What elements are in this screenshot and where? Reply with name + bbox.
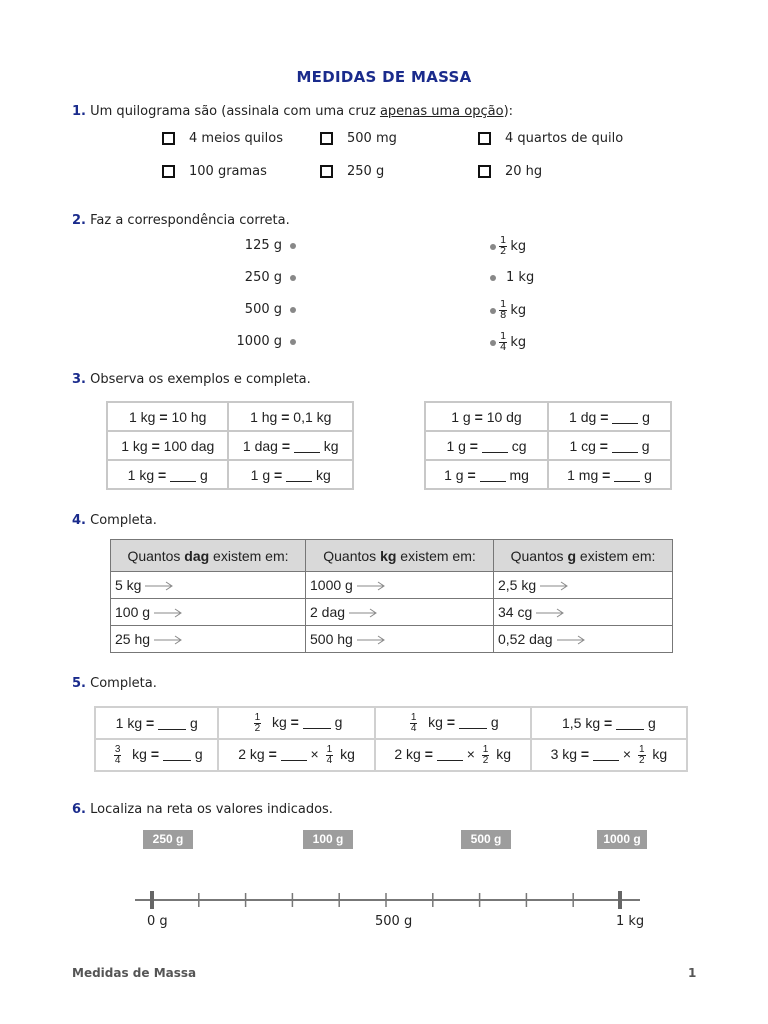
match-left-3: 500 g [222,302,296,317]
question-number: 4. [72,513,86,528]
conversion-table-right [424,401,672,490]
option-500-mg[interactable]: 500 mg [320,131,397,146]
value-box-500g[interactable]: 500 g [461,830,511,849]
question-text: Completa. [90,513,157,528]
question-text: Localiza na reta os valores indicados. [90,802,333,817]
value-box-1000g[interactable]: 1000 g [597,830,647,849]
question-text: Faz a correspondência correta. [90,213,290,228]
arrow-right-icon [540,581,568,591]
conversion-cell[interactable]: 1 g = cg [425,431,548,460]
answer-cell[interactable]: 5 kg [111,572,306,599]
match-right-1: $\frac{1}{2}$ kg [490,236,526,257]
answer-cell[interactable]: 2,5 kg [494,572,673,599]
match-dot[interactable] [490,275,496,281]
arrow-right-icon [357,635,385,645]
table-row [111,599,673,626]
match-left-4: 1000 g [222,334,296,349]
checkbox[interactable] [478,132,491,145]
answer-cell[interactable]: 25 hg [111,626,306,653]
match-left-1: 125 g [222,238,296,253]
conversion-cell[interactable]: 2 kg = × $\frac{1}{2}$ kg [375,739,531,771]
match-left-2: 250 g [222,270,296,285]
question-text: Observa os exemplos e completa. [90,372,311,387]
checkbox[interactable] [478,165,491,178]
footer-title: Medidas de Massa [72,966,197,980]
match-dot[interactable] [490,340,496,346]
checkbox[interactable] [320,165,333,178]
option-20-hg[interactable]: 20 hg [478,164,542,179]
table-row [111,626,673,653]
value-box-100g[interactable]: 100 g [303,830,353,849]
question-4 [72,513,157,528]
match-right-4: $\frac{1}{4}$ kg [490,332,526,353]
conversion-cell[interactable]: 1,5 kg = g [531,707,687,739]
conversion-cell[interactable]: 1 g = kg [228,460,353,489]
question-number: 3. [72,372,86,387]
question-number: 6. [72,802,86,817]
table-row [107,402,353,431]
answer-cell[interactable]: 500 hg [306,626,494,653]
column-header: Quantos g existem em: [494,540,673,572]
question-2 [72,213,290,228]
number-line [130,885,650,915]
conversion-cell[interactable]: 1 cg = g [548,431,671,460]
conversion-cell[interactable]: 1 g = mg [425,460,548,489]
conversion-table-left [106,401,354,490]
match-right-2: 1 kg [490,270,534,285]
option-4-meios-quilos[interactable]: 4 meios quilos [162,131,283,146]
page-title: MEDIDAS DE MASSA [296,68,472,86]
question-number: 2. [72,213,86,228]
fraction: $\frac{1}{2}$ [482,743,489,766]
conversion-cell[interactable]: 1 mg = g [548,460,671,489]
arrow-right-icon [557,635,585,645]
arrow-right-icon [145,581,173,591]
conversion-cell[interactable]: $\frac{3}{4}$ kg = g [95,739,218,771]
table-row [111,572,673,599]
question-3 [72,372,311,387]
question-text: Completa. [90,676,157,691]
match-dot[interactable] [290,307,296,313]
match-dot[interactable] [290,275,296,281]
arrow-right-icon [154,608,182,618]
conversion-cell: 1 kg = 10 hg [107,402,228,431]
option-100-gramas[interactable]: 100 gramas [162,164,267,179]
option-250-g[interactable]: 250 g [320,164,384,179]
question-text: Um quilograma são (assinala com uma cruz apenas uma opção): [90,104,514,119]
table-row [95,739,687,771]
answer-cell[interactable]: 0,52 dag [494,626,673,653]
option-4-quartos[interactable]: 4 quartos de quilo [478,131,623,146]
page-number: 1 [688,966,697,980]
match-dot[interactable] [290,243,296,249]
conversion-cell[interactable]: $\frac{1}{2}$ kg = g [218,707,374,739]
question-1 [72,104,513,119]
fraction: $\frac{1}{4}$ [410,711,417,734]
conversion-cell[interactable]: 1 kg = g [95,707,218,739]
checkbox[interactable] [162,165,175,178]
conversion-cell[interactable]: 1 dag = kg [228,431,353,460]
question-5 [72,676,157,691]
table-row [425,460,671,489]
answer-cell[interactable]: 2 dag [306,599,494,626]
column-header: Quantos dag existem em: [111,540,306,572]
conversion-cell[interactable]: 3 kg = × $\frac{1}{2}$ kg [531,739,687,771]
match-dot[interactable] [290,339,296,345]
column-header: Quantos kg existem em: [306,540,494,572]
value-box-250g[interactable]: 250 g [143,830,193,849]
answer-cell[interactable]: 34 cg [494,599,673,626]
checkbox[interactable] [320,132,333,145]
number-line-label-start: 0 g [147,914,168,929]
question-6 [72,802,333,817]
match-dot[interactable] [490,308,496,314]
fraction: $\frac{1}{2}$ [254,711,261,734]
conversion-cell: 1 hg = 0,1 kg [228,402,353,431]
question-number: 1. [72,104,86,119]
arrow-right-icon [357,581,385,591]
table-row [425,431,671,460]
conversion-cell: 1 kg = 100 dag [107,431,228,460]
conversion-cell[interactable]: 1 kg = g [107,460,228,489]
arrow-right-icon [536,608,564,618]
fraction: $\frac{3}{4}$ [114,743,121,766]
table-row [107,460,353,489]
fraction: $\frac{1}{4}$ [326,743,333,766]
conversion-cell: 1 g = 10 dg [425,402,548,431]
arrow-right-icon [154,635,182,645]
table-row [107,431,353,460]
conversion-table-q5 [94,706,688,772]
checkbox[interactable] [162,132,175,145]
conversion-cell[interactable]: 2 kg = × $\frac{1}{4}$ kg [218,739,374,771]
number-line-label-end: 1 kg [616,914,645,929]
answer-cell[interactable]: 1000 g [306,572,494,599]
table-row [95,707,687,739]
number-line-label-middle: 500 g [375,914,413,929]
conversion-cell[interactable]: 1 dg = g [548,402,671,431]
conversion-table-q4 [110,539,673,653]
answer-cell[interactable]: 100 g [111,599,306,626]
arrow-right-icon [349,608,377,618]
fraction: $\frac{1}{2}$ [638,743,645,766]
match-right-3: $\frac{1}{8}$ kg [490,300,526,321]
match-dot[interactable] [490,244,496,250]
table-row [425,402,671,431]
conversion-cell[interactable]: $\frac{1}{4}$ kg = g [375,707,531,739]
question-number: 5. [72,676,86,691]
